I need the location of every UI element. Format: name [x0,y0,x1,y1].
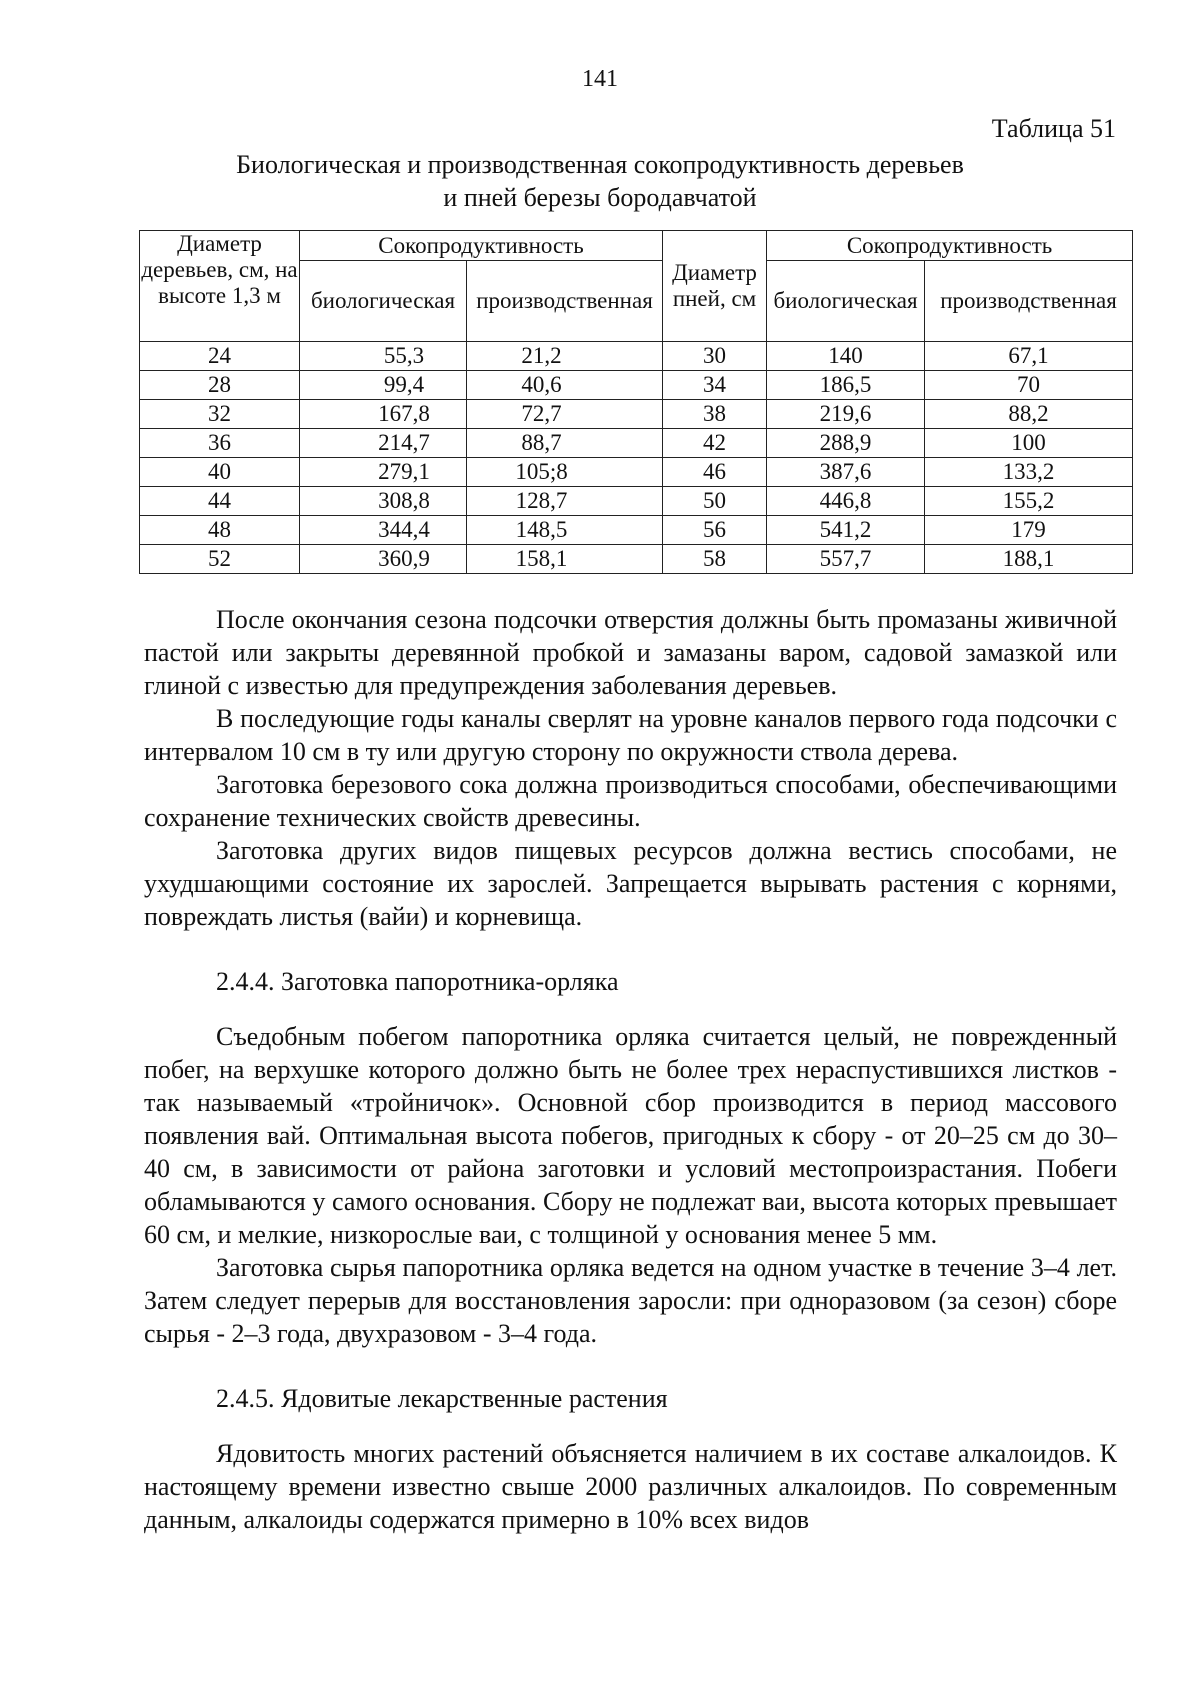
header-prod-right: производственная [925,261,1133,342]
header-bio-left: биологическая [300,261,467,342]
paragraph: Заготовка других видов пищевых ресурсов должна вестись способами, не ухудшающими состояние их зарослей. Запрещается вырывать растения с корнями, повреждать листья (вайи) и корневища. [144,836,1117,931]
page-number: 141 [582,66,618,92]
table-cell: 30 [663,342,767,371]
table-cell: 46 [663,458,767,487]
header-diameter-stumps: Диаметр пней, см [663,231,767,342]
table-cell: 186,5 [767,371,925,400]
paragraph: В последующие годы каналы сверлят на уровне каналов первого года подсочки с интервалом 10 см в ту или другую сторону по окружности ствола дерева. [144,704,1117,766]
table-row [140,400,1133,429]
table-cell: 21,2 [467,342,663,371]
table-cell: 28 [140,371,300,400]
table-cell: 219,6 [767,400,925,429]
table-row [140,458,1133,487]
paragraph: Заготовка березового сока должна производиться способами, обеспечивающими сохранение технических свойств древесины. [144,770,1117,832]
table-row [140,342,1133,371]
table-row [140,487,1133,516]
header-prod-left: производственная [467,261,663,342]
table-cell: 42 [663,429,767,458]
table-cell: 140 [767,342,925,371]
table-cell: 52 [140,545,300,574]
table-title [0,148,1200,214]
table-cell: 288,9 [767,429,925,458]
paragraph: После окончания сезона подсочки отверстия должны быть промазаны живичной пастой или закрыты деревянной пробкой и замазаны варом, садовой замазкой или глиной с известью для предупреждения заболевания деревьев. [144,605,1117,700]
table-cell: 308,8 [300,487,467,516]
table-cell: 40,6 [467,371,663,400]
table-cell: 24 [140,342,300,371]
table-cell: 133,2 [925,458,1133,487]
table-cell: 100 [925,429,1133,458]
table-row [140,429,1133,458]
table-cell: 72,7 [467,400,663,429]
header-group-left: Сокопродуктивность [300,231,663,261]
paragraph: Ядовитость многих растений объясняется наличием в их составе алкалоидов. К настоящему времени известно свыше 2000 различных алкалоидов. По современным данным, алкалоиды содержатся примерно в 10% всех видов [144,1439,1117,1534]
table-row [140,516,1133,545]
paragraph: Заготовка сырья папоротника орляка ведется на одном участке в течение 3–4 лет. Затем следует перерыв для восстановления заросли: при одноразовом (за сезон) сборе сырья - 2–3 года, двухразовом - 3–4 года. [144,1253,1117,1348]
table-row [140,371,1133,400]
table-label: Таблица 51 [991,114,1116,143]
table-cell: 70 [925,371,1133,400]
table-cell: 38 [663,400,767,429]
table-cell: 360,9 [300,545,467,574]
table-cell: 179 [925,516,1133,545]
table-cell: 446,8 [767,487,925,516]
table-cell: 128,7 [467,487,663,516]
table-cell: 158,1 [467,545,663,574]
table-cell: 557,7 [767,545,925,574]
section-heading: 2.4.4. Заготовка папоротника-орляка [216,967,619,996]
table-cell: 50 [663,487,767,516]
data-table [139,230,1133,574]
table-cell: 56 [663,516,767,545]
table-cell: 155,2 [925,487,1133,516]
table-cell: 99,4 [300,371,467,400]
table-cell: 34 [663,371,767,400]
table-cell: 88,7 [467,429,663,458]
table-cell: 88,2 [925,400,1133,429]
table-cell: 541,2 [767,516,925,545]
body-text [144,603,1117,1536]
table-cell: 279,1 [300,458,467,487]
table-cell: 32 [140,400,300,429]
table-cell: 36 [140,429,300,458]
header-diameter-trees: Диаметр деревьев, см, на высоте 1,3 м [140,231,300,342]
table-cell: 48 [140,516,300,545]
table-cell: 58 [663,545,767,574]
table-cell: 105;8 [467,458,663,487]
table-cell: 40 [140,458,300,487]
table-row [140,545,1133,574]
header-group-right: Сокопродуктивность [767,231,1133,261]
table-cell: 167,8 [300,400,467,429]
table-cell: 188,1 [925,545,1133,574]
section-heading: 2.4.5. Ядовитые лекарственные растения [216,1384,668,1413]
table-cell: 44 [140,487,300,516]
table-cell: 214,7 [300,429,467,458]
table-body [140,342,1133,574]
table-cell: 67,1 [925,342,1133,371]
table-cell: 148,5 [467,516,663,545]
table-cell: 344,4 [300,516,467,545]
table-cell: 55,3 [300,342,467,371]
table-cell: 387,6 [767,458,925,487]
table-title-line2: и пней березы бородавчатой [443,183,757,212]
table-title-line1: Биологическая и производственная сокопродуктивность деревьев [236,150,964,179]
header-bio-right: биологическая [767,261,925,342]
paragraph: Съедобным побегом папоротника орляка считается целый, не поврежденный побег, на верхушке которого должно быть не более трех нераспустившихся листков - так называемый «тройничок». Основной сбор производится в период массового появления вай. Оптимальная высота побегов, пригодных к сбору - от 20–25 см до 30–40 см, в зависимости от района заготовки и условий местопроизрастания. Побеги обламываются у самого основания. Сбору не подлежат ваи, высота которых превышает 60 см, и мелкие, низкорослые ваи, с толщиной у основания менее 5 мм. [144,1022,1117,1249]
